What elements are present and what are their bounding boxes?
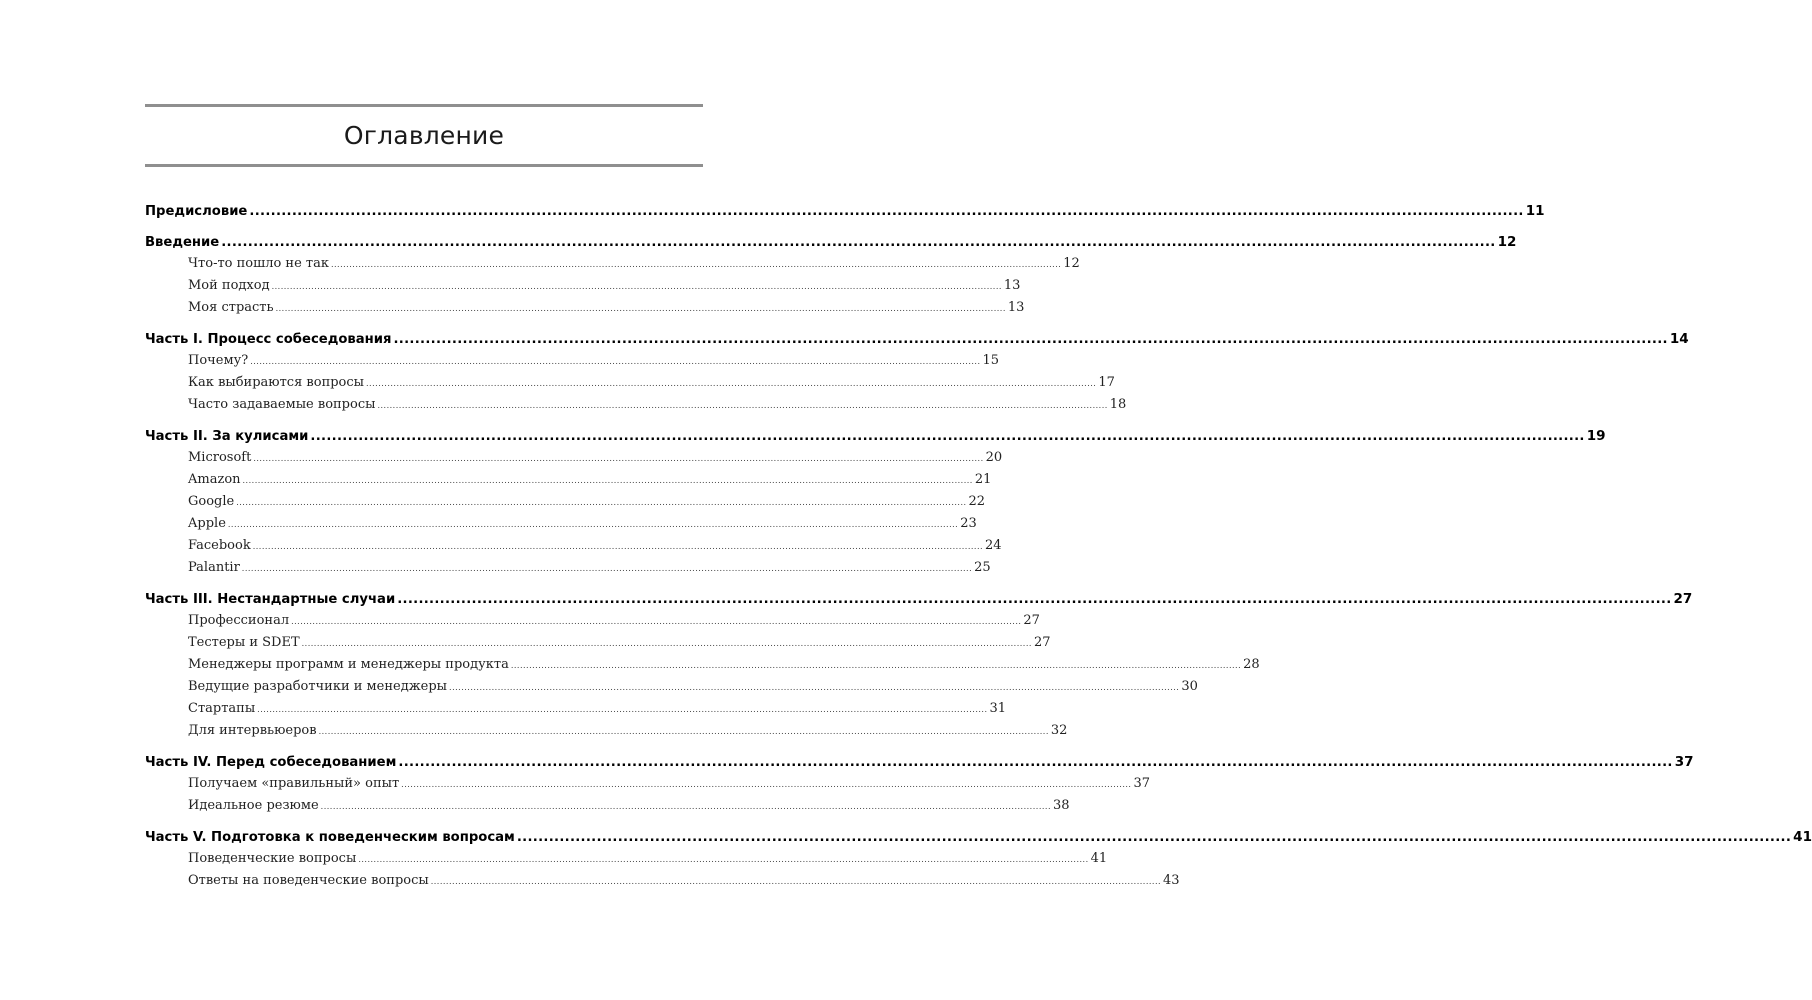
toc-section[interactable] xyxy=(145,231,1517,253)
subsection-label: Мой подход xyxy=(188,278,270,293)
dot-leader: ................................................................................................................................................................................................................................................ xyxy=(275,304,1006,313)
subsection-page-number: 22 xyxy=(968,494,986,509)
toc-subsection[interactable] xyxy=(145,275,1021,297)
section-gap xyxy=(145,817,703,826)
dot-leader: ................................................................................................................................................................................................................................................ xyxy=(252,542,984,551)
subsection-page-number: 43 xyxy=(1163,873,1180,888)
section-gap xyxy=(145,416,703,425)
toc-subsection[interactable] xyxy=(145,654,1260,676)
toc-subsection[interactable] xyxy=(145,610,1040,632)
dot-leader: ................................................................................................................................................................................................................................................ xyxy=(516,830,1792,845)
subsection-page-number: 24 xyxy=(985,538,1002,553)
section-label: Часть IV. Перед собеседованием xyxy=(145,755,397,770)
dot-leader: ................................................................................................................................................................................................................................................ xyxy=(401,780,1132,789)
dot-leader: ................................................................................................................................................................................................................................................ xyxy=(366,379,1097,388)
section-page-number: 37 xyxy=(1674,754,1694,770)
subsection-label: Почему? xyxy=(188,353,249,368)
toc-subsection[interactable] xyxy=(145,795,1070,817)
toc-section[interactable] xyxy=(145,425,1606,447)
subsection-label: Поведенческие вопросы xyxy=(188,851,357,866)
section-label: Предисловие xyxy=(145,204,248,219)
dot-leader: ................................................................................................................................................................................................................................................ xyxy=(257,705,988,714)
subsection-label: Как выбираются вопросы xyxy=(188,375,365,390)
subsection-label: Amazon xyxy=(188,472,241,487)
dot-leader: ................................................................................................................................................................................................................................................ xyxy=(250,357,981,366)
subsection-page-number: 18 xyxy=(1109,397,1127,412)
dot-leader: ................................................................................................................................................................................................................................................ xyxy=(227,520,959,529)
dot-leader: ................................................................................................................................................................................................................................................ xyxy=(271,282,1002,291)
subsection-label: Для интервьюеров xyxy=(188,723,317,738)
section-page-number: 11 xyxy=(1525,203,1545,219)
subsection-page-number: 32 xyxy=(1050,723,1068,738)
toc-subsection[interactable] xyxy=(145,447,1003,469)
page-title: Оглавление xyxy=(343,121,505,150)
dot-leader: ................................................................................................................................................................................................................................................ xyxy=(242,476,973,485)
dot-leader: ................................................................................................................................................................................................................................................ xyxy=(221,235,1496,250)
dot-leader: ................................................................................................................................................................................................................................................ xyxy=(377,401,1108,410)
subsection-page-number: 23 xyxy=(960,516,977,531)
subsection-label: Моя страсть xyxy=(188,300,274,315)
toc-subsection[interactable] xyxy=(145,773,1151,795)
subsection-label: Ведущие разработчики и менеджеры xyxy=(188,679,448,694)
subsection-label: Профессионал xyxy=(188,613,290,628)
subsection-label: Часто задаваемые вопросы xyxy=(188,397,376,412)
section-label: Часть V. Подготовка к поведенческим вопросам xyxy=(145,830,515,845)
subsection-page-number: 28 xyxy=(1243,657,1260,672)
toc-section[interactable] xyxy=(145,751,1694,773)
toc-subsection[interactable] xyxy=(145,848,1108,870)
subsection-page-number: 13 xyxy=(1007,300,1025,315)
dot-leader: ................................................................................................................................................................................................................................................ xyxy=(241,564,973,573)
toc-subsection[interactable] xyxy=(145,535,1002,557)
subsection-label: Facebook xyxy=(188,538,251,553)
dot-leader: ................................................................................................................................................................................................................................................ xyxy=(358,855,1089,864)
subsection-label: Ответы на поведенческие вопросы xyxy=(188,873,429,888)
subsection-page-number: 20 xyxy=(985,450,1003,465)
title-rule xyxy=(145,164,703,167)
toc-subsection[interactable] xyxy=(145,513,977,535)
section-page-number: 41 xyxy=(1793,829,1812,845)
subsection-page-number: 15 xyxy=(982,353,1000,368)
dot-leader: ................................................................................................................................................................................................................................................ xyxy=(249,204,1524,219)
section-label: Введение xyxy=(145,235,220,250)
subsection-page-number: 27 xyxy=(1033,635,1051,650)
toc-section[interactable] xyxy=(145,328,1689,350)
section-label: Часть I. Процесс собеседования xyxy=(145,332,392,347)
subsection-label: Менеджеры программ и менеджеры продукта xyxy=(188,657,509,672)
dot-leader: ................................................................................................................................................................................................................................................ xyxy=(236,498,967,507)
dot-leader: ................................................................................................................................................................................................................................................ xyxy=(320,802,1051,811)
subsection-page-number: 25 xyxy=(974,560,991,575)
subsection-label: Microsoft xyxy=(188,450,252,465)
subsection-label: Apple xyxy=(188,516,226,531)
toc-subsection[interactable] xyxy=(145,632,1051,654)
subsection-label: Тестеры и SDET xyxy=(188,635,300,650)
subsection-page-number: 17 xyxy=(1098,375,1115,390)
subsection-page-number: 37 xyxy=(1133,776,1151,791)
subsection-page-number: 12 xyxy=(1063,256,1080,271)
section-gap xyxy=(145,319,703,328)
toc-section[interactable] xyxy=(145,200,1545,222)
toc-section[interactable] xyxy=(145,588,1693,610)
section-gap xyxy=(145,579,703,588)
toc-subsection[interactable] xyxy=(145,253,1080,275)
toc-subsection[interactable] xyxy=(145,870,1180,892)
dot-leader: ................................................................................................................................................................................................................................................ xyxy=(398,755,1673,770)
section-page-number: 19 xyxy=(1586,428,1606,444)
toc-subsection[interactable] xyxy=(145,394,1127,416)
toc-subsection[interactable] xyxy=(145,557,991,579)
subsection-label: Что-то пошло не так xyxy=(188,256,329,271)
toc-subsection[interactable] xyxy=(145,350,1000,372)
dot-leader: ................................................................................................................................................................................................................................................ xyxy=(393,332,1668,347)
dot-leader: ................................................................................................................................................................................................................................................ xyxy=(291,617,1022,626)
subsection-label: Palantir xyxy=(188,560,240,575)
section-label: Часть II. За кулисами xyxy=(145,429,309,444)
dot-leader: ................................................................................................................................................................................................................................................ xyxy=(253,454,984,463)
toc-subsection[interactable] xyxy=(145,698,1007,720)
section-page-number: 27 xyxy=(1673,591,1693,607)
subsection-page-number: 31 xyxy=(989,701,1007,716)
toc-subsection[interactable] xyxy=(145,372,1115,394)
dot-leader: ................................................................................................................................................................................................................................................ xyxy=(430,877,1162,886)
toc-subsection[interactable] xyxy=(145,491,986,513)
dot-leader: ................................................................................................................................................................................................................................................ xyxy=(318,727,1049,736)
toc-subsection[interactable] xyxy=(145,720,1068,742)
subsection-page-number: 27 xyxy=(1023,613,1040,628)
section-gap xyxy=(145,742,703,751)
subsection-page-number: 13 xyxy=(1003,278,1021,293)
dot-leader: ................................................................................................................................................................................................................................................ xyxy=(510,661,1242,670)
toc-subsection[interactable] xyxy=(145,676,1198,698)
subsection-label: Google xyxy=(188,494,235,509)
dot-leader: ................................................................................................................................................................................................................................................ xyxy=(330,260,1062,269)
toc-page xyxy=(145,104,1812,892)
section-gap xyxy=(145,222,703,231)
subsection-page-number: 38 xyxy=(1052,798,1070,813)
subsection-label: Получаем «правильный» опыт xyxy=(188,776,400,791)
dot-leader: ................................................................................................................................................................................................................................................ xyxy=(310,429,1585,444)
subsection-label: Идеальное резюме xyxy=(188,798,319,813)
toc-subsection[interactable] xyxy=(145,469,992,491)
dot-leader: ................................................................................................................................................................................................................................................ xyxy=(301,639,1032,648)
toc-section[interactable] xyxy=(145,826,1812,848)
table-of-contents xyxy=(145,200,1812,892)
subsection-page-number: 30 xyxy=(1181,679,1198,694)
section-page-number: 14 xyxy=(1669,331,1689,347)
subsection-page-number: 41 xyxy=(1090,851,1108,866)
dot-leader: ................................................................................................................................................................................................................................................ xyxy=(449,683,1180,692)
toc-subsection[interactable] xyxy=(145,297,1025,319)
subsection-page-number: 21 xyxy=(974,472,992,487)
section-label: Часть III. Нестандартные случаи xyxy=(145,592,396,607)
dot-leader: ................................................................................................................................................................................................................................................ xyxy=(397,592,1672,607)
subsection-label: Стартапы xyxy=(188,701,256,716)
section-page-number: 12 xyxy=(1497,234,1517,250)
